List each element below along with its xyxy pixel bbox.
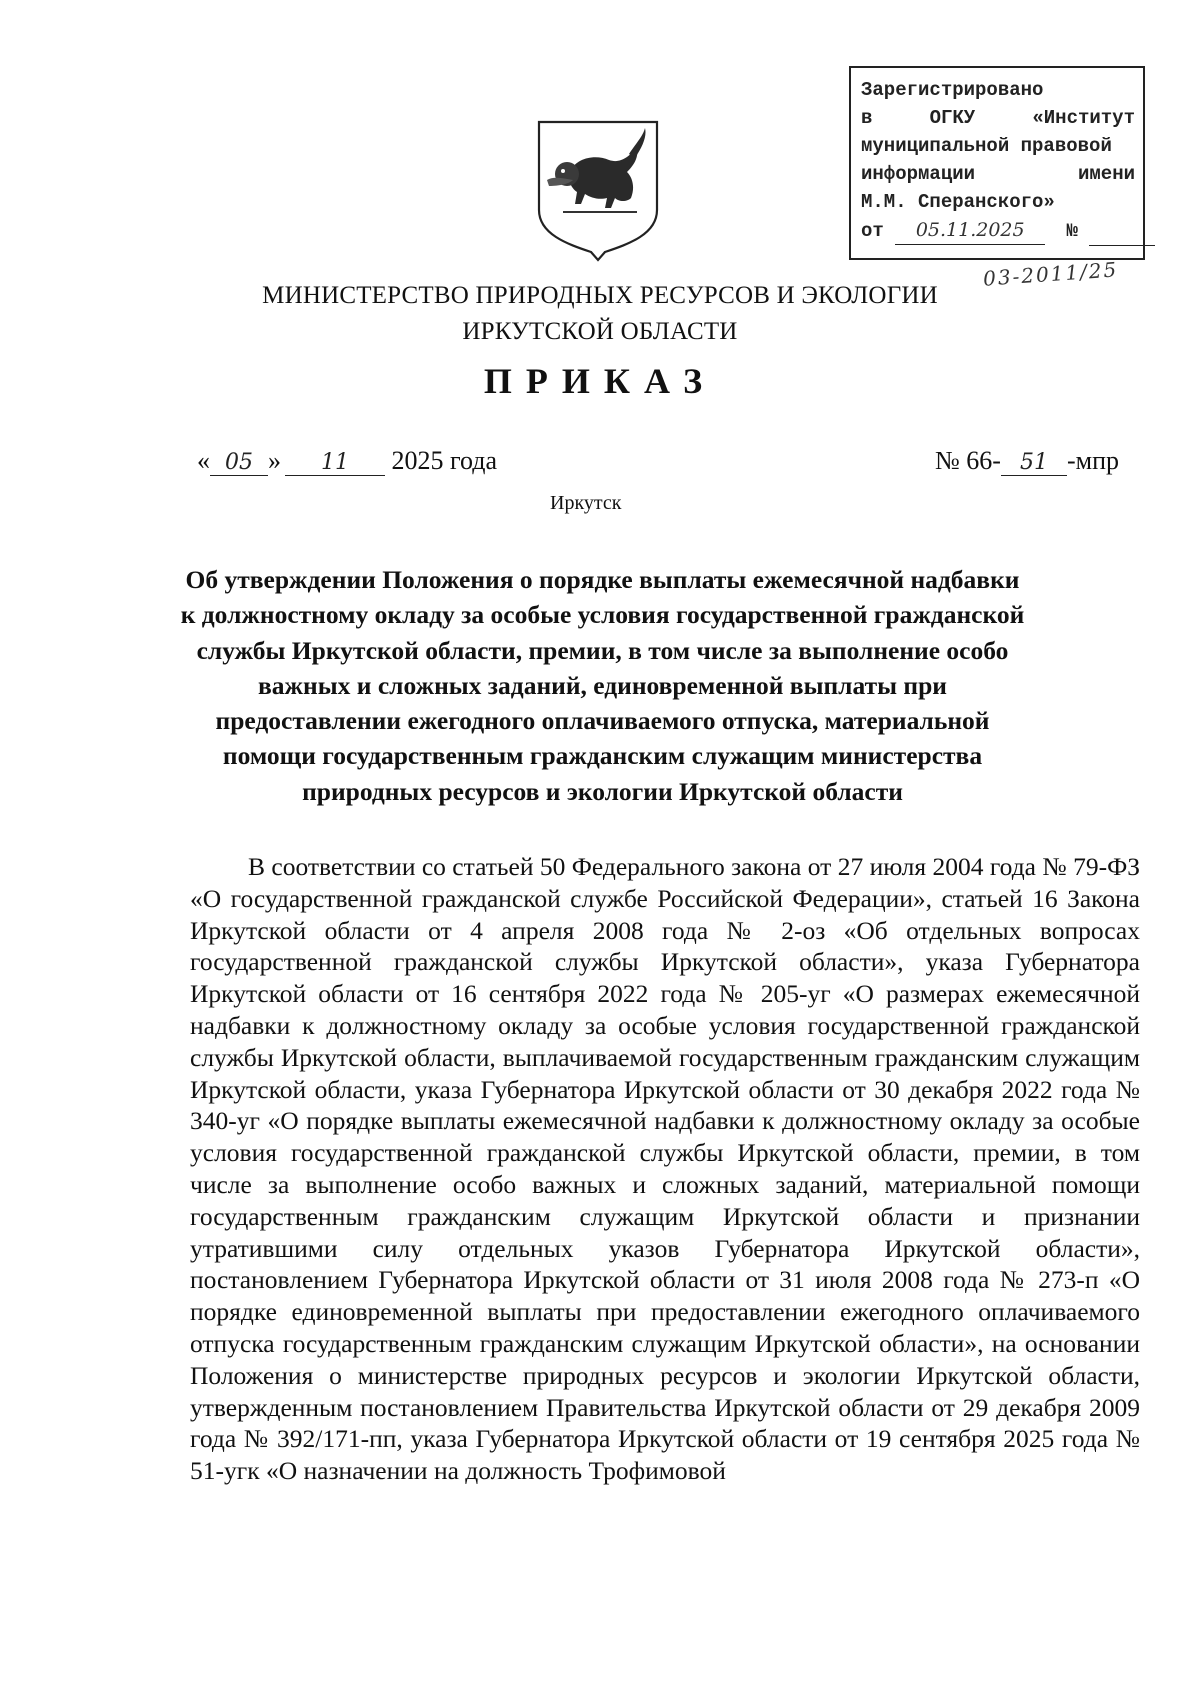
stamp-number-label: № xyxy=(1066,220,1079,242)
document-type-title: ПРИКАЗ xyxy=(483,361,717,401)
stamp-number-handwritten: 03-2011/25 xyxy=(982,257,1119,291)
order-number-suffix: -мпр xyxy=(1066,446,1119,475)
stamp-line-municipal: муниципальной правовой xyxy=(861,135,1112,157)
date-year: 2025 года xyxy=(391,446,498,475)
date-quote-open: « xyxy=(197,446,210,475)
ministry-name-line1: МИНИСТЕРСТВО ПРИРОДНЫХ РЕСУРСОВ И ЭКОЛОГИИ xyxy=(262,282,938,309)
order-body-paragraph: В соответствии со статьей 50 Федерального закона от 27 июля 2004 года № 79-ФЗ «О государственной гражданской службе Российской Федерации», статьей 16 Закона Иркутской области от 4 апреля 2008 года № 2-оз «Об отдельных вопросах государственной гражданской службы Иркутской области», указа Губернатора Иркутской области от 16 сентября 2022 года № 205-уг «О размерах ежемесячной надбавки к должностному окладу за особые условия государственной гражданской службы Иркутской области, выплачиваемой государственным гражданским служащим Иркутской области, указа Губернатора Иркутской области от 30 декабря 2022 года № 340-уг «О порядке выплаты ежемесячной надбавки к должностному окладу за особые условия государственной гражданской службы Иркутской области, премии, в том числе за выполнение особо важных и сложных заданий, материальной помощи государственным гражданским служащим Иркутской области и признании утратившими силу отдельных указов Губернатора Иркутской области», постановлением Губернатора Иркутской области от 31 июля 2008 года № 273-п «О порядке единовременной выплаты при предоставлении ежегодного оплачиваемого отпуска государственным гражданским служащим Иркутской области», на основании Положения о министерстве природных ресурсов и экологии Иркутской области, утвержденным постановлением Правительства Иркутской области от 29 декабря 2009 года № 392/171-пп, указа Губернатора Иркутской области от 19 сентября 2025 года № 51-угк «О назначении на должность Трофимовой xyxy=(190,852,1140,1486)
stamp-word-v: в xyxy=(861,107,873,129)
order-number-prefix: № 66- xyxy=(935,446,1001,475)
ministry-name-line2: ИРКУТСКОЙ ОБЛАСТИ xyxy=(462,318,738,345)
stamp-line-institute xyxy=(861,104,1135,132)
order-city: Иркутск xyxy=(550,492,622,514)
stamp-line-information xyxy=(861,160,1135,188)
order-number xyxy=(935,446,1119,476)
date-quote-close: » xyxy=(268,446,281,475)
date-month-handwritten: 11 xyxy=(285,451,385,476)
ministry-name xyxy=(190,278,1010,350)
stamp-word-imeni: имени xyxy=(1077,163,1135,185)
order-subject: Об утверждении Положения о порядке выплаты ежемесячной надбавки к должностному окладу за особые условия государственной гражданской службы Иркутской области, премии, в том числе за выполнение особо важных и сложных заданий, единовременной выплаты при предоставлении ежегодного оплачиваемого отпуска, материальной помощи государственным гражданским служащим министерства природных ресурсов и экологии Иркутской области xyxy=(180,565,1025,806)
stamp-word-institut: «Институт xyxy=(1032,107,1135,129)
stamp-word-ogku: ОГКУ xyxy=(929,107,976,129)
stamp-line-speransky: М.М. Сперанского» xyxy=(861,191,1055,213)
stamp-line-registered: Зарегистрировано xyxy=(861,79,1044,101)
registration-stamp xyxy=(849,66,1145,260)
order-date xyxy=(197,446,497,476)
stamp-date-prefix: от xyxy=(861,220,884,242)
date-day-handwritten: 05 xyxy=(210,451,268,476)
stamp-word-informacii: информации xyxy=(861,163,976,185)
coat-of-arms-emblem xyxy=(533,118,663,264)
order-number-handwritten: 51 xyxy=(1001,451,1067,476)
stamp-date-handwritten: 05.11.2025 xyxy=(895,216,1045,245)
stamp-line-date xyxy=(861,216,1135,246)
